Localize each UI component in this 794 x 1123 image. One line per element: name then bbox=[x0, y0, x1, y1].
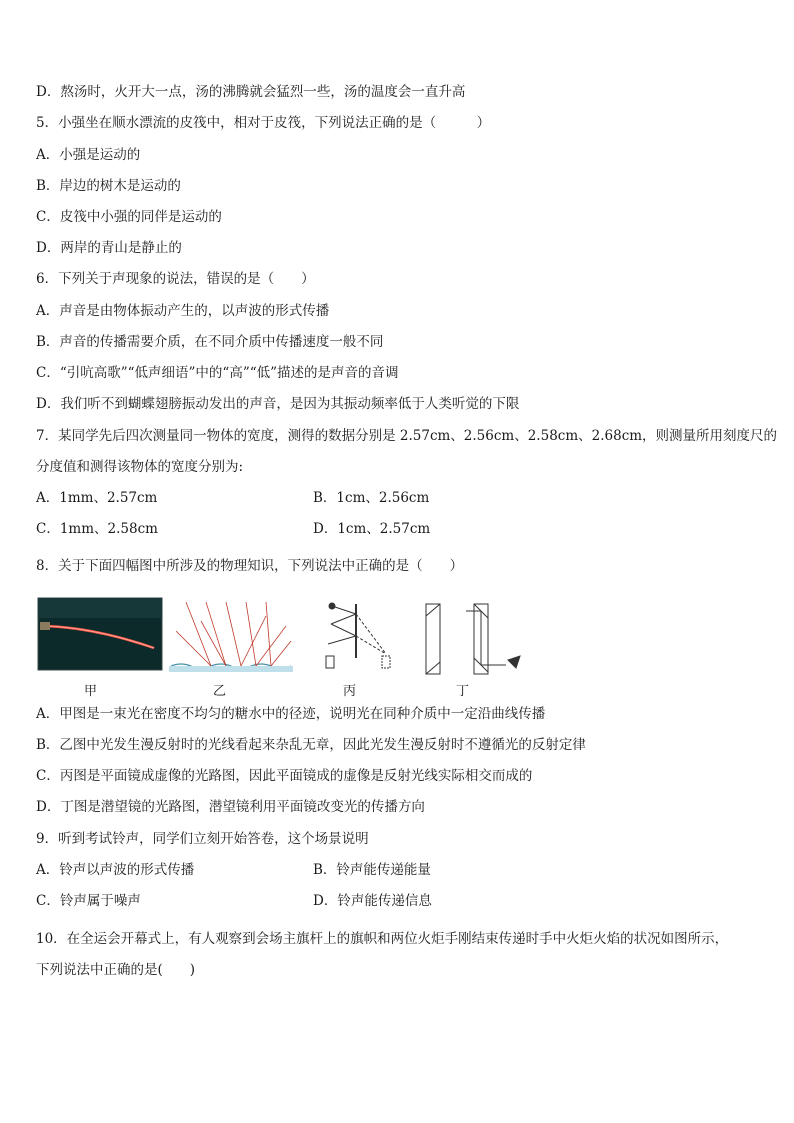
option-9d: D．铃声能传递信息 bbox=[313, 893, 432, 909]
figure-label-bing: 丙 bbox=[343, 684, 357, 699]
option-8c: C．丙图是平面镜成虚像的光路图，因此平面镜成的虚像是反射光线实际相交而成的 bbox=[36, 768, 533, 784]
option-6b: B．声音的传播需要介质，在不同介质中传播速度一般不同 bbox=[36, 334, 384, 350]
figure-jia-photo bbox=[38, 598, 162, 670]
question-6: 6．下列关于声现象的说法，错误的是（ ） bbox=[36, 271, 315, 287]
figure-yi-diffuse bbox=[169, 602, 293, 672]
option-6c: C．“引吭高歌”“低声细语”中的“高”“低”描述的是声音的音调 bbox=[36, 365, 399, 381]
line-d-soup: D．熬汤时，火开大一点，汤的沸腾就会猛烈一些，汤的温度会一直升高 bbox=[36, 84, 466, 100]
option-7a: A．1mm、2.57cm bbox=[36, 490, 158, 506]
question-9: 9．听到考试铃声，同学们立刻开始答卷，这个场景说明 bbox=[36, 831, 369, 847]
figure-label-jia: 甲 bbox=[84, 684, 98, 699]
option-9a: A．铃声以声波的形式传播 bbox=[36, 862, 195, 878]
question-5: 5．小强坐在顺水漂流的皮筏中，相对于皮筏，下列说法正确的是（ ） bbox=[36, 115, 491, 131]
option-8a: A．甲图是一束光在密度不均匀的糖水中的径迹，说明光在同种介质中一定沿曲线传播 bbox=[36, 706, 546, 722]
figure-label-ding: 丁 bbox=[456, 684, 470, 699]
option-6d: D．我们听不到蝴蝶翅膀振动发出的声音，是因为其振动频率低于人类听觉的下限 bbox=[36, 396, 520, 412]
option-5a: A．小强是运动的 bbox=[36, 147, 141, 163]
option-8d: D．丁图是潜望镜的光路图，潜望镜利用平面镜改变光的传播方向 bbox=[36, 799, 425, 815]
question-10: 10．在全运会开幕式上，有人观察到会场主旗杆上的旗帜和两位火炬手刚结束传递时手中火炬火焰的状况如图所示， bbox=[36, 931, 729, 947]
option-6a: A．声音是由物体振动产生的，以声波的形式传播 bbox=[36, 303, 330, 319]
option-9c: C．铃声属于噪声 bbox=[36, 893, 141, 909]
figure-label-yi: 乙 bbox=[213, 684, 227, 699]
figure-ding-periscope bbox=[426, 604, 520, 674]
option-7d: D．1cm、2.57cm bbox=[313, 521, 431, 537]
question-7: 7．某同学先后四次测量同一物体的宽度，测得的数据分别是 2.57cm、2.56cm、2.58cm、2.68cm，则测量所用刻度尺的 bbox=[36, 428, 778, 444]
option-5c: C．皮筏中小强的同伴是运动的 bbox=[36, 209, 222, 225]
option-7c: C．1mm、2.58cm bbox=[36, 521, 158, 537]
question-7-cont: 分度值和测得该物体的宽度分别为: bbox=[36, 459, 244, 475]
figure-bing-mirror bbox=[326, 603, 390, 668]
option-9b: B．铃声能传递能量 bbox=[313, 862, 431, 878]
option-7b: B．1cm、2.56cm bbox=[313, 490, 430, 506]
option-8b: B．乙图中光发生漫反射时的光线看起来杂乱无章，因此光发生漫反射时不遵循光的反射定律 bbox=[36, 737, 586, 753]
option-5b: B．岸边的树木是运动的 bbox=[36, 178, 181, 194]
question-10-cont: 下列说法中正确的是( ) bbox=[36, 962, 196, 978]
option-5d: D．两岸的青山是静止的 bbox=[36, 240, 182, 256]
question-8: 8．关于下面四幅图中所涉及的物理知识，下列说法中正确的是（ ） bbox=[36, 558, 464, 574]
